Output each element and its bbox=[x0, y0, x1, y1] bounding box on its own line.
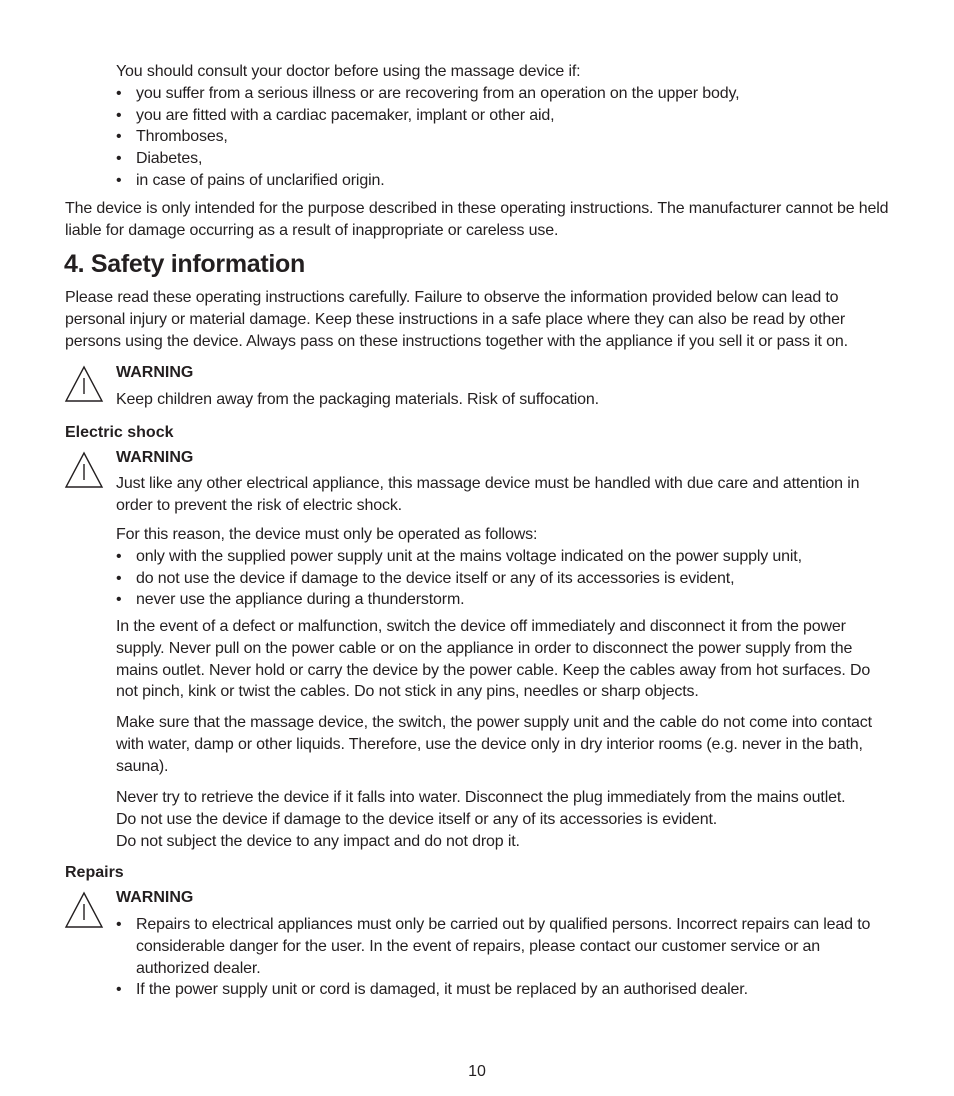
warning-text-line: Keep children away from the packaging materials. Risk of suffocation. bbox=[116, 391, 599, 408]
water-text: Make sure that the massage device, the switch, the power supply unit and the cable do not come into contact with water, damp or other liquids. Therefore, use the device only in dry interior rooms (e.g. never in the bath, sauna). bbox=[116, 714, 872, 775]
section-title: 4. Safety information bbox=[64, 250, 305, 278]
list-item: • never use the appliance during a thunderstorm. bbox=[116, 589, 892, 611]
defect-paragraph bbox=[116, 616, 892, 703]
list-item: • Repairs to electrical appliances must only be carried out by qualified persons. Incorrect repairs can lead to considerable danger for the user. In the event of repairs, please contact our customer service or an authorized dealer. bbox=[116, 914, 892, 979]
warning-triangle-icon bbox=[64, 451, 104, 489]
falls-paragraph bbox=[116, 787, 892, 852]
list-item: • in case of pains of unclarified origin. bbox=[116, 170, 892, 192]
list-item: • Diabetes, bbox=[116, 148, 892, 170]
intended-use-text: The device is only intended for the purpose described in these operating instructions. The manufacturer cannot be held liable for damage occurring as a result of inappropriate or careless use. bbox=[65, 200, 889, 239]
repairs-heading: Repairs bbox=[65, 864, 124, 881]
list-item: • you are fitted with a cardiac pacemaker, implant or other aid, bbox=[116, 105, 892, 127]
electric-warning-line: Just like any other electrical appliance, this massage device must be handled with due care and attention in order to prevent the risk of electric shock. bbox=[116, 475, 860, 514]
consult-block bbox=[116, 61, 892, 192]
intended-use-paragraph bbox=[65, 198, 892, 242]
operate-list bbox=[116, 546, 892, 611]
warning-label: WARNING bbox=[116, 889, 194, 906]
consult-intro: You should consult your doctor before using the massage device if: bbox=[116, 63, 581, 80]
list-item: • Thromboses, bbox=[116, 126, 892, 148]
falls-text-3: Do not subject the device to any impact and do not drop it. bbox=[116, 832, 520, 850]
section-intro-text: Please read these operating instructions carefully. Failure to observe the information provided below can lead to personal injury or material damage. Keep these instructions in a safe place where they can also be read by other persons using the device. Always pass on these instructions together with the appliance if you sell it or pass it on. bbox=[65, 289, 848, 350]
repairs-block bbox=[116, 914, 892, 1001]
warning-triangle-icon bbox=[64, 891, 104, 929]
warning-label: WARNING bbox=[116, 364, 194, 381]
falls-text-1: Never try to retrieve the device if it falls into water. Disconnect the plug immediately from the mains outlet. bbox=[116, 789, 846, 806]
list-item: • only with the supplied power supply unit at the mains voltage indicated on the power supply unit, bbox=[116, 546, 892, 568]
warning-text bbox=[116, 389, 892, 411]
section-intro bbox=[65, 287, 892, 352]
electric-warning-text bbox=[116, 473, 892, 517]
list-item: • you suffer from a serious illness or are recovering from an operation on the upper body, bbox=[116, 83, 892, 105]
consult-list bbox=[116, 83, 892, 192]
defect-text: In the event of a defect or malfunction, switch the device off immediately and disconnect it from the power supply. Never pull on the power cable or on the appliance in order to disconnect the power supply from the mains outlet. Never hold or carry the device by the power cable. Keep the cables away from hot surfaces. Do not pinch, kink or twist the cables. Do not stick in any pins, needles or sharp objects. bbox=[116, 618, 871, 701]
list-item: • do not use the device if damage to the device itself or any of its accessories is evident, bbox=[116, 568, 892, 590]
list-item: • If the power supply unit or cord is damaged, it must be replaced by an authorised dealer. bbox=[116, 979, 892, 1001]
warning-triangle-icon bbox=[64, 365, 104, 403]
falls-text-2: Do not use the device if damage to the device itself or any of its accessories is evident. bbox=[116, 810, 718, 828]
water-paragraph bbox=[116, 712, 892, 777]
repairs-list bbox=[116, 914, 892, 1001]
warning-label: WARNING bbox=[116, 449, 194, 466]
operate-intro: For this reason, the device must only be operated as follows: bbox=[116, 526, 538, 543]
operate-block bbox=[116, 524, 892, 611]
electric-shock-heading: Electric shock bbox=[65, 424, 174, 441]
page-number: 10 bbox=[468, 1063, 486, 1080]
